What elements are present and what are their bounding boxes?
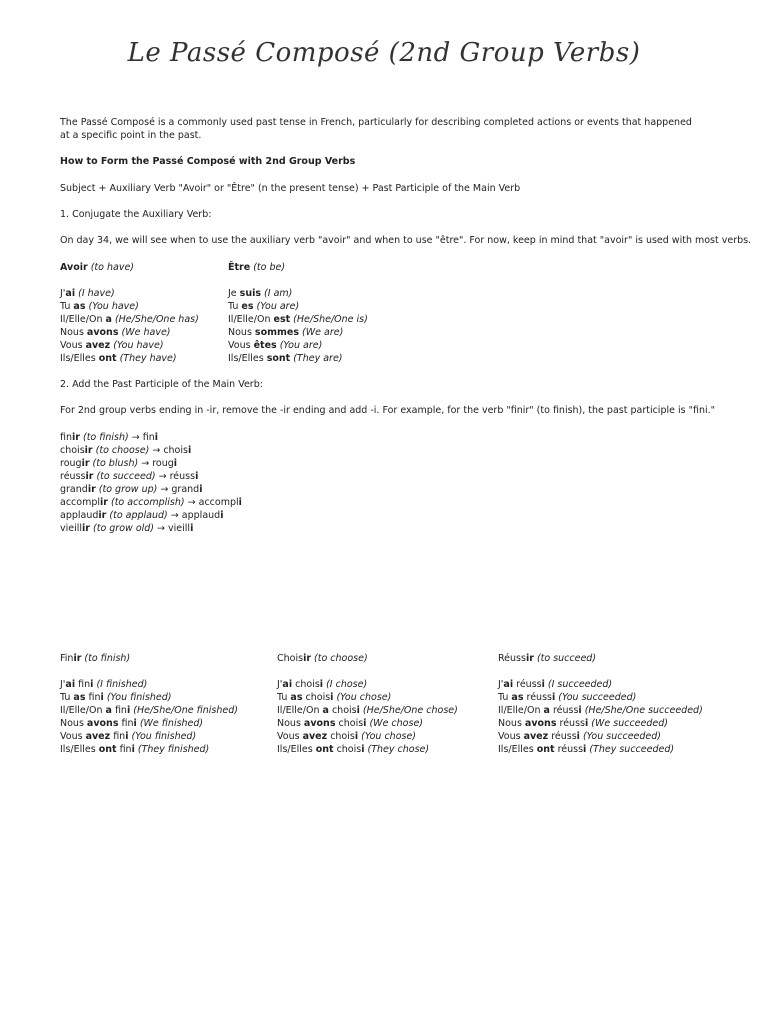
conjugation-row: J'ai réussi (I succeeded): [498, 679, 613, 690]
avoir-table: [60, 261, 199, 365]
participle-list: [60, 431, 242, 535]
participle-row: grandir (to grow up) → grandi: [60, 484, 203, 495]
conjugation-row: Vous avez fini (You finished): [60, 731, 197, 742]
avoir-row: Il/Elle/On a (He/She/One has): [60, 314, 199, 325]
conjugation-row: Nous avons choisi (We chose): [277, 718, 423, 729]
etre-header: [228, 261, 368, 274]
avoir-row: Nous avons (We have): [60, 327, 171, 338]
conjugation-row: Ils/Elles ont choisi (They chose): [277, 744, 430, 755]
arrow-icon: →: [158, 471, 167, 482]
arrow-icon: →: [141, 458, 150, 469]
conjugation-row: Il/Elle/On a choisi (He/She/One chose): [277, 705, 458, 716]
arrow-icon: →: [160, 484, 169, 495]
conjugation-row: Vous avez réussi (You succeeded): [498, 731, 661, 742]
avoir-gloss: (to have): [90, 262, 134, 273]
page-title: Le Passé Composé (2nd Group Verbs): [127, 38, 641, 68]
avoir-row: Tu as (You have): [60, 301, 139, 312]
etre-row: Vous êtes (You are): [228, 340, 323, 351]
conjugation-reussir: [498, 652, 703, 756]
participle-row: vieillir (to grow old) → vieilli: [60, 523, 194, 534]
etre-row: Il/Elle/On est (He/She/One is): [228, 314, 368, 325]
etre-row: Nous sommes (We are): [228, 327, 344, 338]
how-to-heading: How to Form the Passé Composé with 2nd Group Verbs: [60, 156, 356, 167]
participle-row: rougir (to blush) → rougi: [60, 458, 178, 469]
conjugation-row: Tu as fini (You finished): [60, 692, 172, 703]
etre-row: Je suis (I am): [228, 288, 293, 299]
conjugation-header: Finir (to finish): [60, 653, 131, 664]
avoir-word: Avoir: [60, 262, 88, 273]
step2-note: For 2nd group verbs ending in -ir, remove the -ir ending and add -i. For example, for the verb "finir" (to finish), the past participle is "fini.": [60, 405, 715, 416]
conjugation-row: J'ai fini (I finished): [60, 679, 148, 690]
avoir-row: Ils/Elles ont (They have): [60, 353, 177, 364]
conjugation-header: Réussir (to succeed): [498, 653, 597, 664]
conjugation-row: Ils/Elles ont fini (They finished): [60, 744, 210, 755]
step2-heading: 2. Add the Past Participle of the Main Verb:: [60, 379, 263, 390]
participle-row: accomplir (to accomplish) → accompli: [60, 497, 242, 508]
step1-heading: 1. Conjugate the Auxiliary Verb:: [60, 209, 212, 220]
conjugation-row: Tu as réussi (You succeeded): [498, 692, 637, 703]
intro-paragraph: The Passé Composé is a commonly used past tense in French, particularly for describing completed actions or events that happened at a specific point in the past.: [60, 117, 692, 141]
conjugation-choisir: [277, 652, 458, 756]
formula-text: Subject + Auxiliary Verb "Avoir" or "Être" (n the present tense) + Past Participle of the Main Verb: [60, 183, 521, 194]
avoir-header: [60, 261, 199, 274]
step1-note: On day 34, we will see when to use the auxiliary verb "avoir" and when to use "être". For now, keep in mind that "avoir" is used with most verbs.: [60, 235, 752, 246]
conjugation-finir: [60, 652, 238, 756]
etre-gloss: (to be): [253, 262, 286, 273]
arrow-icon: →: [131, 432, 140, 443]
arrow-icon: →: [152, 445, 161, 456]
participle-row: réussir (to succeed) → réussi: [60, 471, 199, 482]
conjugation-row: Nous avons réussi (We succeeded): [498, 718, 668, 729]
conjugation-row: Tu as choisi (You chose): [277, 692, 392, 703]
participle-row: choisir (to choose) → choisi: [60, 445, 192, 456]
participle-row: applaudir (to applaud) → applaudi: [60, 510, 224, 521]
conjugation-row: J'ai choisi (I chose): [277, 679, 368, 690]
conjugation-row: Il/Elle/On a fini (He/She/One finished): [60, 705, 238, 716]
conjugation-row: Ils/Elles ont réussi (They succeeded): [498, 744, 675, 755]
conjugation-row: Vous avez choisi (You chose): [277, 731, 417, 742]
avoir-row: J'ai (I have): [60, 288, 115, 299]
participle-row: finir (to finish) → fini: [60, 432, 159, 443]
arrow-icon: →: [157, 523, 166, 534]
etre-row: Tu es (You are): [228, 301, 300, 312]
conjugation-header: Choisir (to choose): [277, 653, 368, 664]
arrow-icon: →: [170, 510, 179, 521]
etre-word: Être: [228, 262, 251, 273]
etre-row: Ils/Elles sont (They are): [228, 353, 343, 364]
conjugation-row: Nous avons fini (We finished): [60, 718, 204, 729]
avoir-row: Vous avez (You have): [60, 340, 164, 351]
arrow-icon: →: [187, 497, 196, 508]
etre-table: [228, 261, 368, 365]
conjugation-row: Il/Elle/On a réussi (He/She/One succeeded): [498, 705, 703, 716]
